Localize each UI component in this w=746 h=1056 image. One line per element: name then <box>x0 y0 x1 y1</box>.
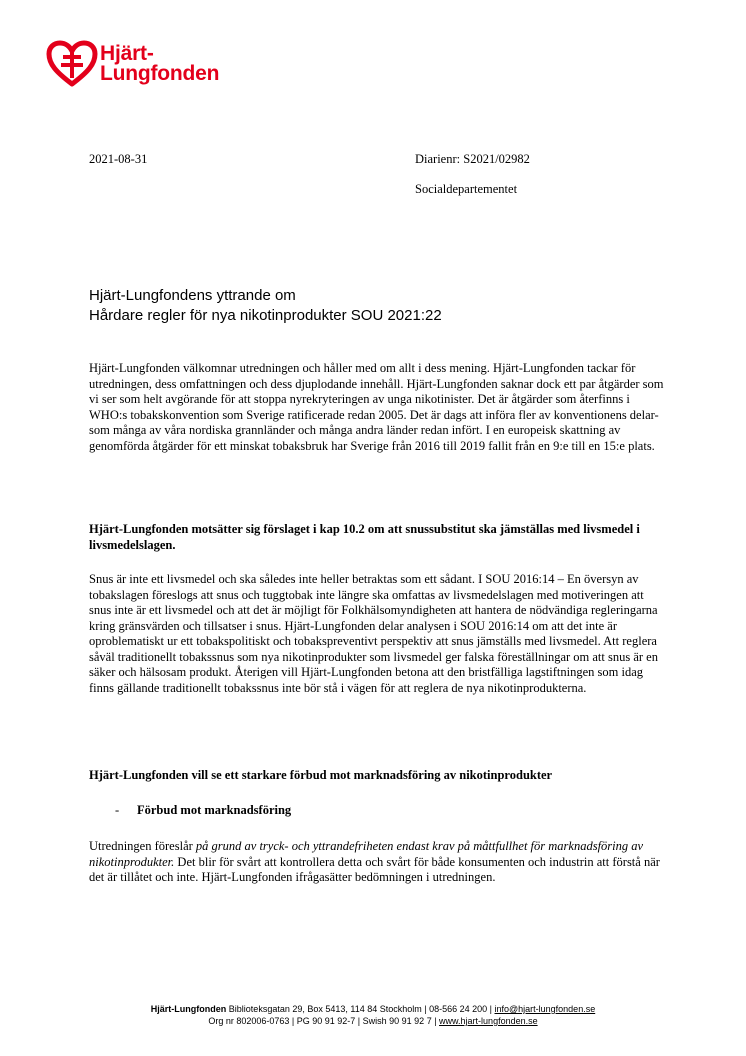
footer-web-link[interactable]: www.hjart-lungfonden.se <box>439 1016 538 1026</box>
section-2-body-end: Det blir för svårt att kontrollera detta och svårt för både konsumenten och industrin att förstå när det är tillåtet och inte. Hjärt-Lungfonden ifrågasätter bedömningen i utredningen. <box>89 854 660 884</box>
logo-line-2: Lungfonden <box>100 62 220 85</box>
heart-cross-icon <box>46 40 98 88</box>
footer-address: Biblioteksgatan 29, Box 5413, 114 84 Stockholm | 08-566 24 200 | <box>226 1004 495 1014</box>
document-title <box>89 286 689 326</box>
section-2-body-italic: på grund av tryck- och yttrandefriheten endast krav på måttfullhet för marknadsföring av nikotinprodukter. <box>89 839 644 869</box>
footer-line-2 <box>0 1015 746 1027</box>
logo <box>46 40 219 88</box>
footer-org-info: Org nr 802006-0763 | PG 90 91 92-7 | Swish 90 91 92 7 | <box>208 1016 440 1026</box>
bullet-text: Förbud mot marknadsföring <box>137 803 292 817</box>
section-2-body <box>89 839 669 886</box>
footer-line-1 <box>0 1003 746 1015</box>
section-2-heading: Hjärt-Lungfonden vill se ett starkare förbud mot marknadsföring av nikotinprodukter <box>89 768 553 782</box>
footer <box>0 1003 746 1027</box>
title-line-1: Hjärt-Lungfondens yttrande om <box>89 287 296 304</box>
bullet-dash: - <box>115 803 120 817</box>
footer-org: Hjärt-Lungfonden <box>150 1004 227 1014</box>
recipient: Socialdepartementet <box>415 182 518 196</box>
letter-date: 2021-08-31 <box>89 152 148 166</box>
logo-text <box>100 44 219 84</box>
section-2-body-start: Utredningen föreslår <box>89 839 196 853</box>
logo-line-1: Hjärt- <box>100 42 154 65</box>
title-line-2: Hårdare regler för nya nikotinprodukter SOU 2021:22 <box>89 307 442 324</box>
section-1-heading: Hjärt-Lungfonden motsätter sig förslaget i kap 10.2 om att snussubstitut ska jämställas med livsmedel i livsmedelslagen. <box>89 522 640 552</box>
bullet-item <box>115 803 291 818</box>
intro-paragraph: Hjärt-Lungfonden välkomnar utredningen och håller med om allt i dess mening. Hjärt-Lungfonden tackar för utredningen, dess omfattningen och dess djuplodande innehåll. Hjärt-Lungfonden saknar dock ett par åtgärder som vi ser som helt avgörande för att stoppa nyrekryteringen av unga nikotinister. Det är åtgärder som återfinns i WHO:s tobakskonvention som Sverige ratificerade redan 2005. Det är dags att införa fler av konventionens delar- som många av våra nordiska grannländer och många andra länder redan infört. I en europeisk skattning av genomförda åtgärder för ett minskat tobaksbruk har Sverige från 2016 till 2019 fallit från en 9:e till en 15:e plats. <box>89 361 664 453</box>
footer-email-link[interactable]: info@hjart-lungfonden.se <box>494 1004 596 1014</box>
diarienr: Diarienr: S2021/02982 <box>415 152 530 166</box>
section-1-body: Snus är inte ett livsmedel och ska således inte heller betraktas som ett sådant. I SOU 2016:14 – En översyn av tobakslagen föreslogs att snus och tuggtobak inte längre ska omfattas av livsmedelslagen med motiveringen att snus inte är ett livsmedel och att det är möjligt för Folkhälsomyndigheten att hantera de nödvändiga regleringarna kring gränsvärden och tillsatser i snus. Hjärt-Lungfonden delar analysen i SOU 2016:14 om att det inte är oproblematiskt ur ett tobakspolitiskt och tobakspreventivt perspektiv att snus jämställs med livsmedel. Att reglera såväl traditionellt tobakssnus som nya nikotinprodukter som livsmedel ger falska föreställningar om att snus är en säker och hälsosam produkt. Återigen vill Hjärt-Lungfonden betona att den bristfälliga lagstiftningen som idag finns gällande traditionellt tobakssnus inte bör stå i vägen för att reglera de nya nikotinprodukterna. <box>89 572 658 695</box>
